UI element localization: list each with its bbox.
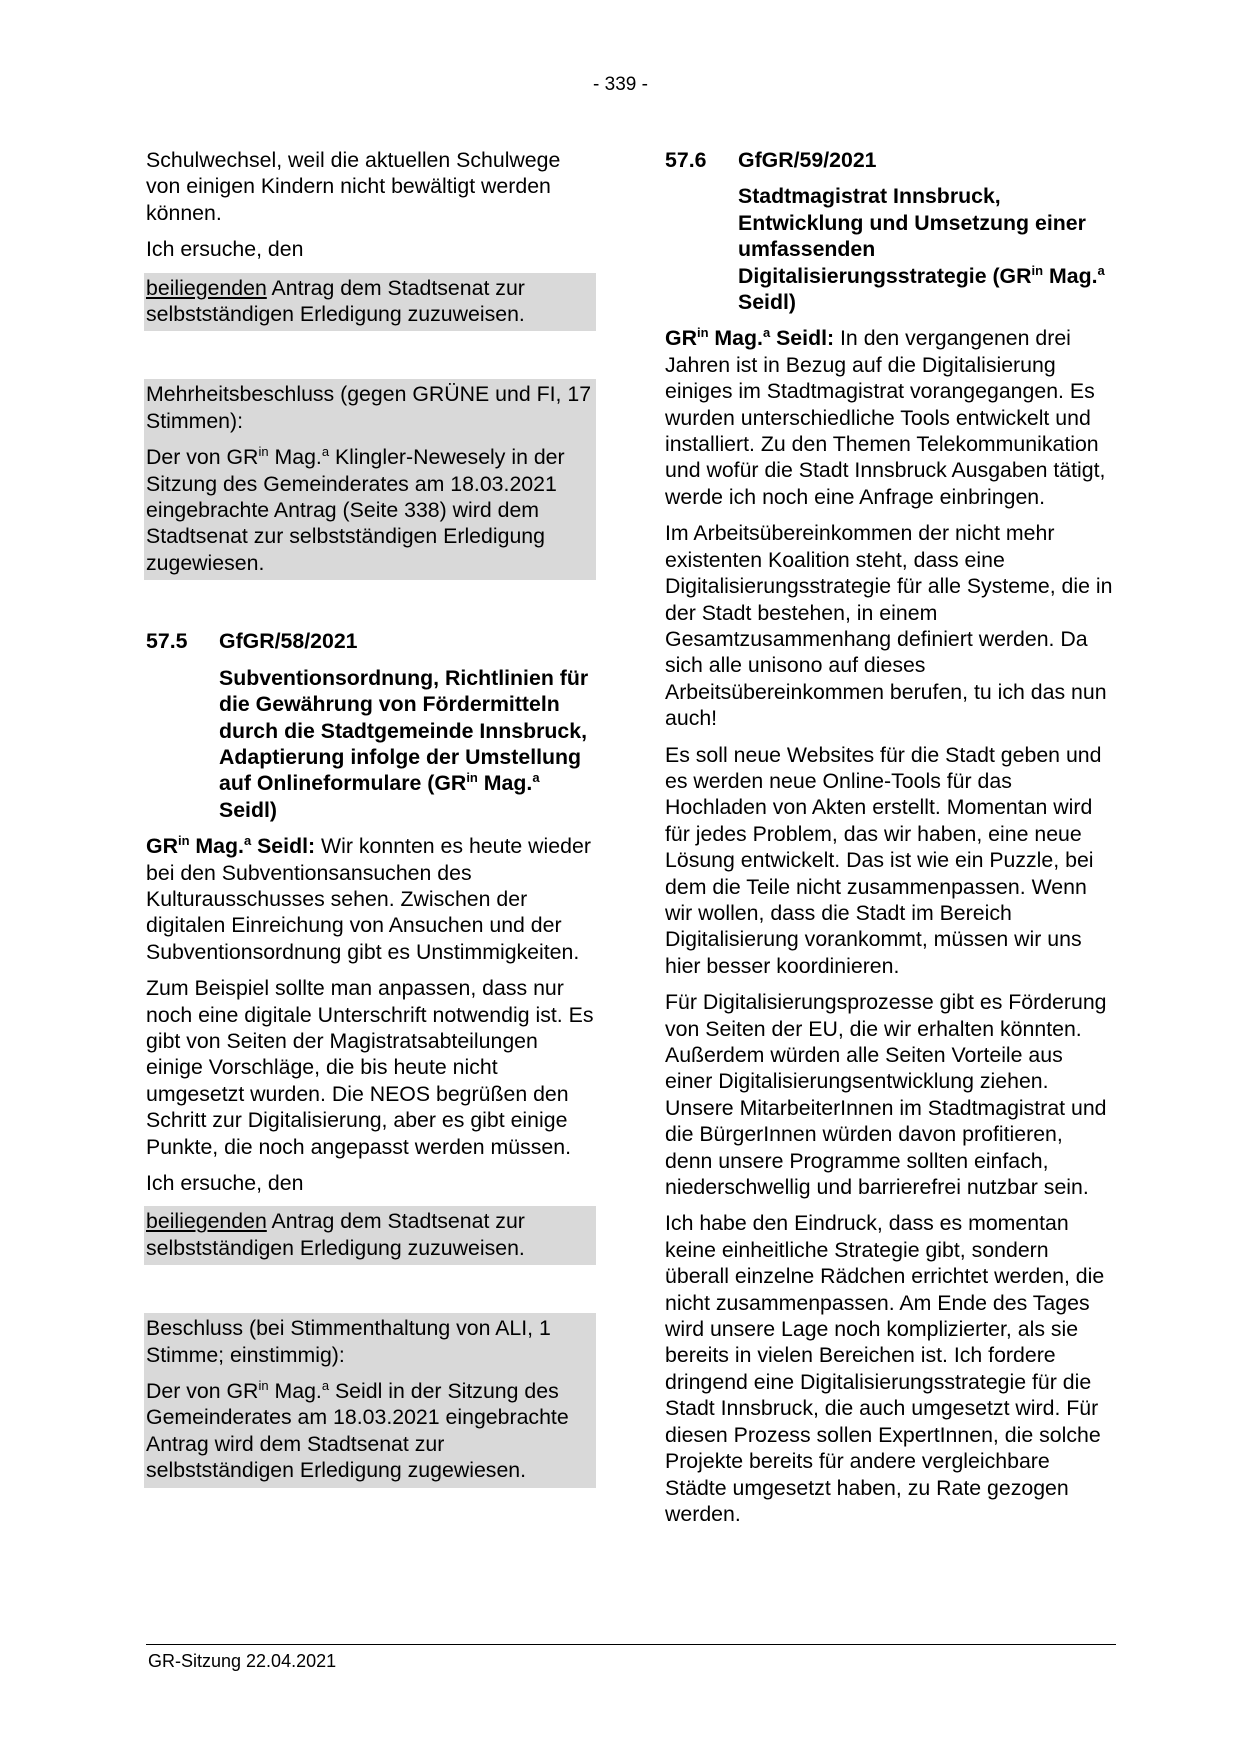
request-text: beiliegenden Antrag dem Stadtsenat zur selbstständigen Erledigung zuzuweisen. bbox=[146, 275, 525, 327]
section-number: 57.5 bbox=[146, 629, 188, 654]
section-heading bbox=[146, 628, 596, 654]
speaker-name: $GR^{in}$ Mag.$^a$ Seidl: bbox=[665, 325, 835, 351]
decision-title: Mehrheitsbeschluss (gegen GRÜNE und FI, 17 Stimmen): bbox=[146, 382, 592, 433]
left-column bbox=[146, 147, 596, 1488]
request-box bbox=[144, 1206, 596, 1265]
request-link[interactable]: beiliegenden bbox=[146, 1209, 267, 1234]
paragraph: Ich ersuche, den bbox=[146, 1171, 304, 1195]
section-code: GfGR/58/2021 bbox=[219, 629, 358, 654]
decision-title: Beschluss (bei Stimmenthaltung von ALI, 1 Stimme; einstimmig): bbox=[146, 1316, 551, 1367]
decision-text: Der von $GR^{in}$ Mag.$^a$ Klingler-Newesely in der Sitzung des Gemeinderates am 18.03.2021 eingebrachte Antrag (Seite 338) wird dem Stadtsenat zur selbstständigen Erledigung zugewiesen. bbox=[146, 444, 565, 575]
page-number: - 339 - bbox=[593, 74, 648, 95]
speech-paragraph: Zum Beispiel sollte man anpassen, dass nur noch eine digitale Unterschrift notwendig ist. Es gibt von Seiten der Magistratsabteilungen einige Vorschläge, die bis heute nicht umgesetzt wurden. Die NEOS begrüßen den Schritt zur Digitalisierung, aber es gibt einige Punkte, die noch angepasst werden müssen. bbox=[146, 976, 594, 1159]
request-box bbox=[144, 273, 596, 332]
speech-paragraph: Für Digitalisierungsprozesse gibt es Förderung von Seiten der EU, die wir erhalten könnten. Außerdem würden alle Seiten Vorteile aus einer Digitalisierungsentwicklung ziehen. Unsere MitarbeiterInnen im Stadtmagistrat und die BürgerInnen würden davon profitieren, denn unsere Programme sollten einfach, niederschwellig und barrierefrei nutzbar sein. bbox=[665, 990, 1107, 1200]
speech-paragraph: $GR^{in}$ Mag.$^a$ Seidl: In den vergangenen drei Jahren ist in Bezug auf die Digitalisierung einiges im Stadtmagistrat vorangegangen. Es wurden unterschiedliche Tools entwickelt und installiert. Zu den Themen Telekommunikation und wofür die Stadt Innsbruck Ausgaben tätigt, werde ich noch eine Anfrage einbringen. bbox=[665, 325, 1106, 509]
decision-box bbox=[144, 1313, 596, 1487]
speech-paragraph: Es soll neue Websites für die Stadt geben und es werden neue Online-Tools für das Hochladen von Akten erstellt. Momentan wird für jedes Problem, das wir haben, eine neue Lösung entwickelt. Das ist wie ein Puzzle, bei dem die Teile nicht zusammenpassen. Wenn wir wollen, dass die Stadt im Bereich Digitalisierung vorankommt, müssen wir uns hier besser koordinieren. bbox=[665, 742, 1102, 978]
section-number: 57.6 bbox=[665, 148, 707, 172]
decision-box bbox=[144, 379, 596, 580]
request-text: beiliegenden Antrag dem Stadtsenat zur selbstständigen Erledigung zuzuweisen. bbox=[146, 1209, 525, 1260]
request-link[interactable]: beiliegenden bbox=[146, 275, 267, 300]
paragraph: Ich ersuche, den bbox=[146, 237, 304, 262]
section-heading bbox=[665, 147, 1115, 173]
footer-text: GR-Sitzung 22.04.2021 bbox=[148, 1651, 337, 1671]
decision-text: Der von $GR^{in}$ Mag.$^a$ Seidl in der Sitzung des Gemeinderates am 18.03.2021 eingebrachte Antrag wird dem Stadtsenat zur selbstständigen Erledigung zugewiesen. bbox=[146, 1378, 569, 1483]
paragraph: Schulwechsel, weil die aktuellen Schulwege von einigen Kindern nicht bewältigt werden können. bbox=[146, 148, 561, 225]
section-title: Subventionsordnung, Richtlinien für die Gewährung von Fördermitteln durch die Stadtgemeinde Innsbruck, Adaptierung infolge der Umstellung auf Onlineformulare ($GR^{in}$ Mag.$^a$ Seidl) bbox=[219, 665, 589, 822]
section-code: GfGR/59/2021 bbox=[738, 148, 877, 172]
speaker-name: $GR^{in}$ Mag.$^a$ Seidl: bbox=[146, 833, 316, 859]
section-title: Stadtmagistrat Innsbruck, Entwicklung und Umsetzung einer umfassenden Digitalisierungsstrategie ($GR^{in}$ Mag.$^a$ Seidl) bbox=[738, 184, 1105, 315]
speech-paragraph: $GR^{in}$ Mag.$^a$ Seidl: Wir konnten es heute wieder bei den Subventionsansuchen des Kulturausschusses sehen. Zwischen der digitalen Einreichung von Ansuchen und der Subventionsordnung gibt es Unstimmigkeiten. bbox=[146, 833, 591, 964]
right-column bbox=[665, 147, 1115, 1537]
footer-rule bbox=[146, 1644, 1116, 1645]
speech-paragraph: Im Arbeitsübereinkommen der nicht mehr existenten Koalition steht, dass eine Digitalisierungsstrategie für alle Systeme, die in der Stadt bestehen, in einem Gesamtzusammenhang definiert werden. Da sich alle unisono auf dieses Arbeitsübereinkommen berufen, tu ich das nun auch! bbox=[665, 521, 1113, 731]
speech-paragraph: Ich habe den Eindruck, dass es momentan keine einheitliche Strategie gibt, sondern überall einzelne Rädchen errichtet werden, die nicht zusammenpassen. Am Ende des Tages wird unsere Lage noch komplizierter, als sie bereits in vielen Bereichen ist. Ich fordere dringend eine Digitalisierungsstrategie für die Stadt Innsbruck, die auch umgesetzt wird. Für diesen Prozess sollen ExpertInnen, die solche Projekte bereits für andere vergleichbare Städte umgesetzt haben, zu Rate gezogen werden. bbox=[665, 1211, 1105, 1526]
